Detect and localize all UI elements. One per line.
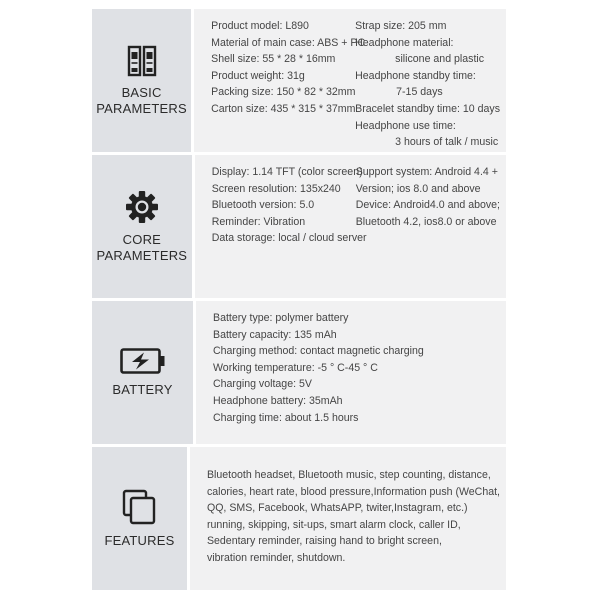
spec-line: silicone and plastic xyxy=(395,53,485,66)
feature-line: Sedentary reminder, raising hand to bright screen, xyxy=(206,535,442,548)
spec-line: Battery type: polymer battery xyxy=(213,312,349,324)
feature-line: Bluetooth headset, Bluetooth music, step counting, distance, xyxy=(206,469,491,481)
spec-line: Bluetooth 4.2, ios8.0 or above xyxy=(355,215,497,228)
features-label-panel xyxy=(92,447,187,590)
feature-line: QQ, SMS, Facebook, WhatsAPP, twiter,Instagram, etc.) xyxy=(206,502,468,515)
spec-line: Bluetooth version: 5.0 xyxy=(211,199,315,212)
spec-line: Product model: L890 xyxy=(211,20,309,32)
spec-line: Working temperature: -5 ° C-45 ° C xyxy=(213,361,378,374)
features-title: FEATURES xyxy=(104,532,175,548)
basic-parameters-section xyxy=(92,9,506,152)
spec-line: Charging time: about 1.5 hours xyxy=(213,411,359,424)
battery-label-panel xyxy=(92,301,193,444)
spec-line: Strap size: 205 mm xyxy=(355,20,447,32)
spec-line: 3 hours of talk / music xyxy=(395,136,499,149)
spec-line: Carton size: 435 * 315 * 37mm xyxy=(211,102,356,115)
basic-parameters-left-column xyxy=(211,18,366,152)
battery-content xyxy=(196,301,506,444)
spec-line: Bracelet standby time: 10 days xyxy=(355,102,500,115)
gear-icon xyxy=(125,190,159,224)
spec-line: Device: Android4.0 and above; xyxy=(355,199,500,212)
basic-parameters-right-column xyxy=(355,18,500,152)
spec-line: Display: 1.14 TFT (color screen) xyxy=(211,166,363,178)
spec-line: Material of main case: ABS + PC xyxy=(211,36,366,49)
feature-line: running, skipping, sit-ups, smart alarm clock, caller ID, xyxy=(206,518,461,531)
spec-line: Headphone standby time: xyxy=(355,69,476,82)
features-column xyxy=(207,467,500,590)
spec-line: Shell size: 55 * 28 * 16mm xyxy=(211,53,336,66)
spec-line: Reminder: Vibration xyxy=(211,215,306,228)
battery-charging-icon xyxy=(120,348,166,374)
feature-line: calories, heart rate, blood pressure,Information push (WeChat, xyxy=(206,485,500,498)
core-parameters-title: CORE PARAMETERS xyxy=(96,231,188,263)
core-parameters-left-column xyxy=(211,164,367,298)
spec-line: Data storage: local / cloud server xyxy=(211,232,367,245)
spec-line: Headphone battery: 35mAh xyxy=(213,394,343,407)
spec-line: Version; ios 8.0 and above xyxy=(355,182,481,195)
spec-line: Battery capacity: 135 mAh xyxy=(213,328,337,341)
features-content xyxy=(190,447,506,590)
core-parameters-label-panel xyxy=(92,155,192,298)
core-parameters-section xyxy=(92,155,506,298)
spec-line: Headphone use time: xyxy=(355,119,456,132)
spec-line: Packing size: 150 * 82 * 32mm xyxy=(211,86,356,99)
battery-title: BATTERY xyxy=(112,381,173,397)
spec-line: Screen resolution: 135x240 xyxy=(211,182,341,195)
battery-column xyxy=(213,310,424,444)
binders-icon xyxy=(127,45,157,77)
spec-line: 7-15 days xyxy=(396,86,443,99)
basic-parameters-title: BASIC PARAMETERS xyxy=(96,84,187,116)
spec-line: Charging method: contact magnetic charging xyxy=(213,345,424,358)
basic-parameters-content xyxy=(194,9,506,152)
features-section xyxy=(92,447,506,590)
stacked-pages-icon xyxy=(122,489,156,525)
spec-line: Headphone material: xyxy=(355,36,454,49)
feature-line: vibration reminder, shutdown. xyxy=(206,551,346,564)
battery-section xyxy=(92,301,506,444)
spec-line: Charging voltage: 5V xyxy=(213,378,312,391)
basic-parameters-label-panel xyxy=(92,9,191,152)
spec-line: Product weight: 31g xyxy=(211,69,305,82)
core-parameters-right-column xyxy=(356,164,500,298)
spec-line: Support system: Android 4.4 + xyxy=(355,166,498,178)
core-parameters-content xyxy=(195,155,506,298)
